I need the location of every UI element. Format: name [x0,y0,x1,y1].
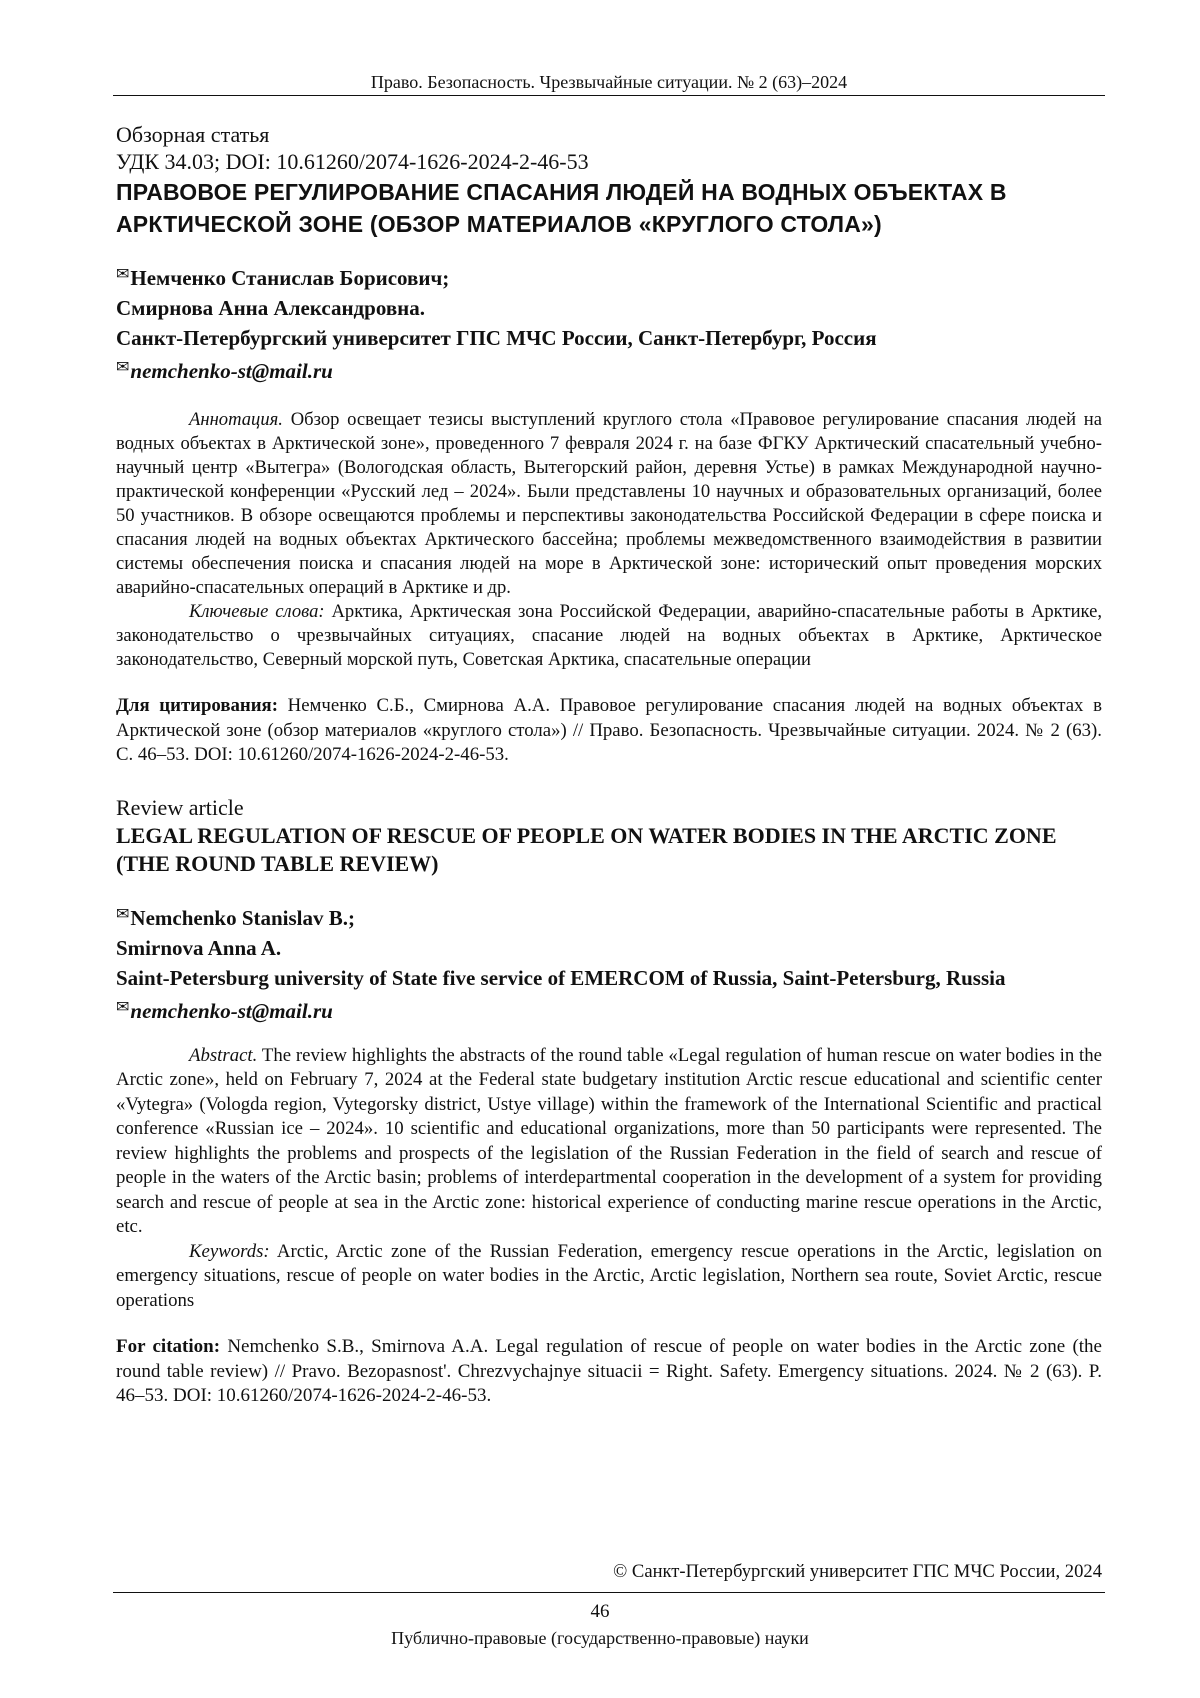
email-link-ru[interactable]: nemchenko-st@mail.ru [130,359,333,383]
authors-block-ru [116,260,1102,386]
author-line-1-ru [116,260,1102,293]
envelope-icon: ✉ [116,266,130,283]
keywords-text-ru: Арктика, Арктическая зона Российской Федерации, аварийно-спасательные работы в Арктике, законодательство о чрезвычайных ситуациях, спасание людей на водных объектах в Арктике, Арктическое законодательство, Северный морской путь, Советская Арктика, спасательные операции [116,601,1102,670]
email-line-ru [116,353,1102,386]
email-link-en[interactable]: nemchenko-st@mail.ru [130,998,333,1023]
footer-rule [113,1592,1105,1593]
abstract-block-ru [116,408,1102,672]
header-rule [113,95,1105,96]
article-title-ru: ПРАВОВОЕ РЕГУЛИРОВАНИЕ СПАСАНИЯ ЛЮДЕЙ НА ВОДНЫХ ОБЪЕКТАХ В АРКТИЧЕСКОЙ ЗОНЕ (ОБЗОР МАТЕРИАЛОВ «КРУГЛОГО СТОЛА») [116,179,1007,237]
article-content [116,121,1102,1409]
abstract-text-en: The review highlights the abstracts of the round table «Legal regulation of human rescue on water bodies in the Arctic zone», held on February 7, 2024 at the Federal state budgetary institution Arctic rescue educational and scientific center «Vytegra» (Vologda region, Vytegorsky district, Ustye village) within the framework of the International Scientific and practical conference «Russian ice – 2024». 10 scientific and educational organizations, more than 50 participants were represented. The review highlights the problems and prospects of the legislation of the Russian Federation in the field of search and rescue of people in the waters of the Arctic basin; problems of interdepartmental cooperation in the development of a system for providing search and rescue of people at sea in the Arctic zone: historical experience of conducting marine rescue operations in the Arctic, etc. [116,1044,1102,1237]
citation-text-en: Nemchenko S.B., Smirnova A.A. Legal regulation of rescue of people on water bodies in the Arctic zone (the round table review) // Pravo. Bezopasnost'. Chrezvychajnye situacii = Right. Safety. Emergency situations. 2024. № 2 (63). P. 46–53. DOI: 10.61260/2074-1626-2024-2-46-53. [116,1336,1102,1406]
authors-block-en [116,900,1102,1026]
author-name-2-en: Smirnova Anna A. [116,935,282,960]
abstract-en [116,1044,1102,1240]
keywords-label-ru: Ключевые слова: [189,601,325,622]
citation-ru [116,694,1102,768]
abstract-ru [116,408,1102,600]
abstract-block-en [116,1044,1102,1314]
citation-text-ru: Немченко С.Б., Смирнова А.А. Правовое регулирование спасания людей на водных объектах в Арктической зоне (обзор материалов «круглого стола») // Право. Безопасность. Чрезвычайные ситуации. 2024. № 2 (63). С. 46–53. DOI: 10.61260/2074-1626-2024-2-46-53. [116,695,1102,765]
author-line-1-en [116,900,1102,933]
abstract-label-ru: Аннотация. [189,409,283,430]
author-name-1-en: Nemchenko Stanislav B.; [130,905,356,930]
author-name-2-ru: Смирнова Анна Александровна. [116,296,426,320]
abstract-label-en: Abstract. [189,1044,258,1066]
keywords-en [116,1240,1102,1314]
keywords-label-en: Keywords: [189,1240,270,1262]
footer-section-title: Публично-правовые (государственно-правовые) науки [391,1628,809,1648]
running-header: Право. Безопасность. Чрезвычайные ситуации. № 2 (63)–2024 [370,72,848,92]
keywords-ru [116,600,1102,672]
citation-label-ru: Для цитирования: [116,695,278,716]
author-name-1-ru: Немченко Станислав Борисович; [130,266,450,290]
article-type-ru: Обзорная статья [116,122,270,147]
copyright-line: © Санкт-Петербургский университет ГПС МЧС России, 2024 [613,1561,1102,1582]
english-section [116,794,1102,1409]
abstract-text-ru: Обзор освещает тезисы выступлений круглого стола «Правовое регулирование спасания людей на водных объектах в Арктической зоне», проведенного 7 февраля 2024 г. на базе ФГКУ Арктический спасательный учебно-научный центр «Вытегра» (Вологодская область, Вытегорский район, деревня Устье) в рамках Международной научно-практической конференции «Русский лед – 2024». Были представлены 10 научных и образовательных организаций, более 50 участников. В обзоре освещаются проблемы и перспективы законодательства Российской Федерации в сфере поиска и спасания людей на водных объектах Арктического бассейна; проблемы межведомственного взаимодействия в развитии системы обеспечения поиска и спасания людей на море в Арктической зоне: исторический опыт проведения морских аварийно-спасательных операций в Арктике и др. [116,409,1102,598]
affiliation-ru: Санкт-Петербургский университет ГПС МЧС России, Санкт-Петербург, Россия [116,326,877,350]
keywords-text-en: Arctic, Arctic zone of the Russian Federation, emergency rescue operations in the Arctic, legislation on emergency situations, rescue of people on water bodies in the Arctic, Arctic legislation, Northern sea route, Soviet Arctic, rescue operations [116,1240,1102,1311]
citation-en [116,1335,1102,1409]
email-line-en [116,993,1102,1026]
article-type-en: Review article [116,794,244,820]
envelope-icon: ✉ [116,998,130,1016]
page-number: 46 [590,1601,610,1622]
citation-label-en: For citation: [116,1336,221,1357]
envelope-icon: ✉ [116,905,130,923]
affiliation-en: Saint-Petersburg university of State five service of EMERCOM of Russia, Saint-Petersburg, Russia [116,965,1006,990]
article-title-en: LEGAL REGULATION OF RESCUE OF PEOPLE ON WATER BODIES IN THE ARCTIC ZONE (THE ROUND TABLE REVIEW) [116,822,1057,876]
envelope-icon: ✉ [116,359,130,376]
udk-doi: УДК 34.03; DOI: 10.61260/2074-1626-2024-2-46-53 [116,149,589,174]
